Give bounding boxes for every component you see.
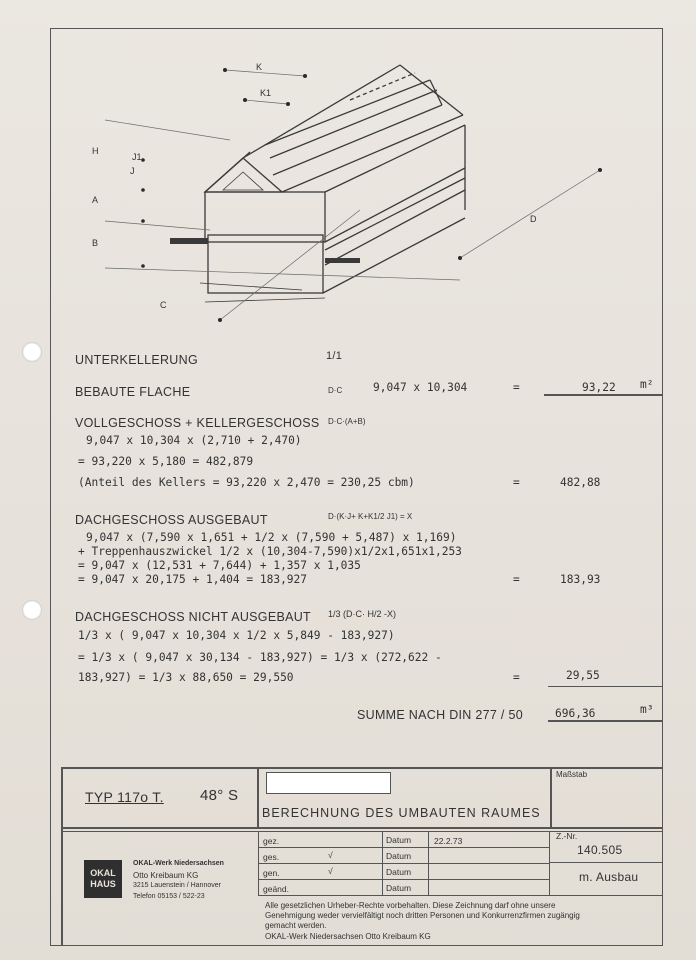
dach-nicht-formula: 1/3 (D·C· H/2 -X) bbox=[328, 609, 397, 619]
dach-aus-label: DACHGESCHOSS AUSGEBAUT bbox=[75, 513, 268, 527]
company-phone: Telefon 05153 / 522-23 bbox=[133, 893, 205, 900]
row-geaend-label: geänd. bbox=[263, 884, 289, 894]
angle-label: 48° S bbox=[200, 787, 239, 804]
row-gez-datum: Datum bbox=[386, 835, 412, 845]
dach-nicht-label: DACHGESCHOSS NICHT AUSGEBAUT bbox=[75, 610, 311, 624]
voll-label: VOLLGESCHOSS + KELLERGESCHOSS bbox=[75, 416, 320, 430]
title-block-mid-line bbox=[61, 827, 663, 829]
bebaute-formula: D·C bbox=[328, 386, 343, 395]
voll-line1: 9,047 x 10,304 x (2,710 + 2,470) bbox=[86, 434, 302, 447]
bebaute-expr: 9,047 x 10,304 bbox=[373, 381, 468, 394]
title-block-left-line bbox=[61, 767, 63, 945]
dach-aus-result: 183,93 bbox=[560, 573, 601, 586]
row-gez-label: gez. bbox=[263, 836, 280, 846]
dach-aus-line4: = 9,047 x 20,175 + 1,404 = 183,927 bbox=[78, 573, 308, 586]
redacted-box bbox=[266, 772, 391, 794]
row-gen-datum: Datum bbox=[386, 867, 412, 877]
grid-h2 bbox=[258, 863, 550, 864]
bebaute-unit: m² bbox=[640, 378, 654, 391]
company-kg: Otto Kreibaum KG bbox=[133, 871, 199, 880]
label-d: D bbox=[530, 214, 537, 224]
znr-label: Z.-Nr. bbox=[556, 831, 578, 841]
title-divider-2 bbox=[550, 767, 552, 827]
voll-line2: = 93,220 x 5,180 = 482,879 bbox=[78, 455, 254, 468]
row-ges-label: ges. bbox=[263, 852, 280, 862]
bebaute-label: BEBAUTE FLACHE bbox=[75, 385, 191, 399]
copyright-line4: OKAL-Werk Niedersachsen Otto Kreibaum KG bbox=[265, 932, 431, 941]
okal-logo: OKAL HAUS bbox=[84, 860, 122, 898]
label-h: H bbox=[92, 146, 99, 156]
summe-label: SUMME NACH DIN 277 / 50 bbox=[357, 708, 523, 722]
dach-nicht-eq: = bbox=[513, 671, 520, 684]
punch-hole-bottom bbox=[22, 600, 42, 620]
copyright-line1: Alle gesetzlichen Urheber-Rechte vorbehalten. Diese Zeichnung darf ohne unsere bbox=[265, 901, 556, 910]
bebaute-eq: = bbox=[513, 381, 520, 394]
summe-result: 696,36 bbox=[555, 707, 596, 720]
company-name: OKAL-Werk Niedersachsen bbox=[133, 860, 224, 867]
row-gen-label: gen. bbox=[263, 868, 280, 878]
dach-aus-formula: D·(K·J+ K+K1/2 J1) = X bbox=[328, 512, 413, 521]
unterkellerung-label: UNTERKELLERUNG bbox=[75, 353, 198, 367]
title-divider-1 bbox=[257, 767, 259, 827]
label-j: J bbox=[130, 166, 135, 176]
row-geaend-datum: Datum bbox=[386, 883, 412, 893]
dach-nicht-underline bbox=[548, 686, 662, 687]
copyright-line2: Genehmigung weder vervielfältigt noch dritten Personen und Konkurrenzfirmen zugängig bbox=[265, 911, 580, 920]
dach-nicht-line3: 183,927) = 1/3 x 88,650 = 29,550 bbox=[78, 671, 294, 684]
znr-value: 140.505 bbox=[577, 843, 623, 857]
label-a: A bbox=[92, 195, 99, 205]
grid-h1 bbox=[258, 847, 550, 848]
summe-unit: m³ bbox=[640, 703, 654, 716]
typ-label: TYP 117o T. bbox=[85, 789, 164, 805]
voll-line3: (Anteil des Kellers = 93,220 x 2,470 = 230,25 cbm) bbox=[78, 476, 415, 489]
house-drawing bbox=[60, 40, 620, 340]
label-k1: K1 bbox=[260, 88, 272, 98]
label-j1: J1 bbox=[132, 152, 142, 162]
voll-result: 482,88 bbox=[560, 476, 601, 489]
massstab-label: Maßstab bbox=[556, 770, 588, 779]
copyright-line3: gemacht werden. bbox=[265, 921, 327, 930]
grid-h3 bbox=[258, 879, 550, 880]
unterkellerung-ratio: 1/1 bbox=[326, 350, 343, 362]
label-c: C bbox=[160, 300, 167, 310]
row-ges-datum: Datum bbox=[386, 851, 412, 861]
berechnung-title: BERECHNUNG DES UMBAUTEN RAUMES bbox=[262, 806, 541, 820]
grid-h4 bbox=[258, 895, 663, 896]
row-gez-value: 22.2.73 bbox=[434, 836, 463, 846]
grid-h-znr bbox=[549, 862, 663, 863]
bebaute-underline bbox=[544, 394, 662, 396]
bebaute-result: 93,22 bbox=[582, 381, 616, 394]
label-b: B bbox=[92, 238, 99, 248]
dach-aus-line2: + Treppenhauszwickel 1/2 x (10,304-7,590)x1/2x1,651x1,253 bbox=[78, 545, 462, 558]
ausbau-value: m. Ausbau bbox=[579, 870, 639, 884]
dach-nicht-line1: 1/3 x ( 9,047 x 10,304 x 1/2 x 5,849 - 183,927) bbox=[78, 629, 395, 642]
voll-eq: = bbox=[513, 476, 520, 489]
company-address: 3215 Lauenstein / Hannover bbox=[133, 882, 221, 889]
voll-formula: D·C·(A+B) bbox=[328, 417, 366, 426]
dach-nicht-result: 29,55 bbox=[566, 669, 600, 682]
punch-hole-top bbox=[22, 342, 42, 362]
dach-aus-line1: 9,047 x (7,590 x 1,651 + 1/2 x (7,590 + 5,487) x 1,169) bbox=[86, 531, 457, 544]
title-block-top-line bbox=[61, 767, 663, 769]
dach-nicht-line2: = 1/3 x ( 9,047 x 30,134 - 183,927) = 1/3 x (272,622 - bbox=[78, 651, 442, 664]
summe-underline bbox=[548, 720, 662, 722]
dach-aus-eq: = bbox=[513, 573, 520, 586]
row-ges-mark: √ bbox=[328, 850, 333, 860]
label-k: K bbox=[256, 62, 263, 72]
row-gen-mark: √ bbox=[328, 866, 333, 876]
dach-aus-line3: = 9,047 x (12,531 + 7,644) + 1,357 x 1,035 bbox=[78, 559, 361, 572]
